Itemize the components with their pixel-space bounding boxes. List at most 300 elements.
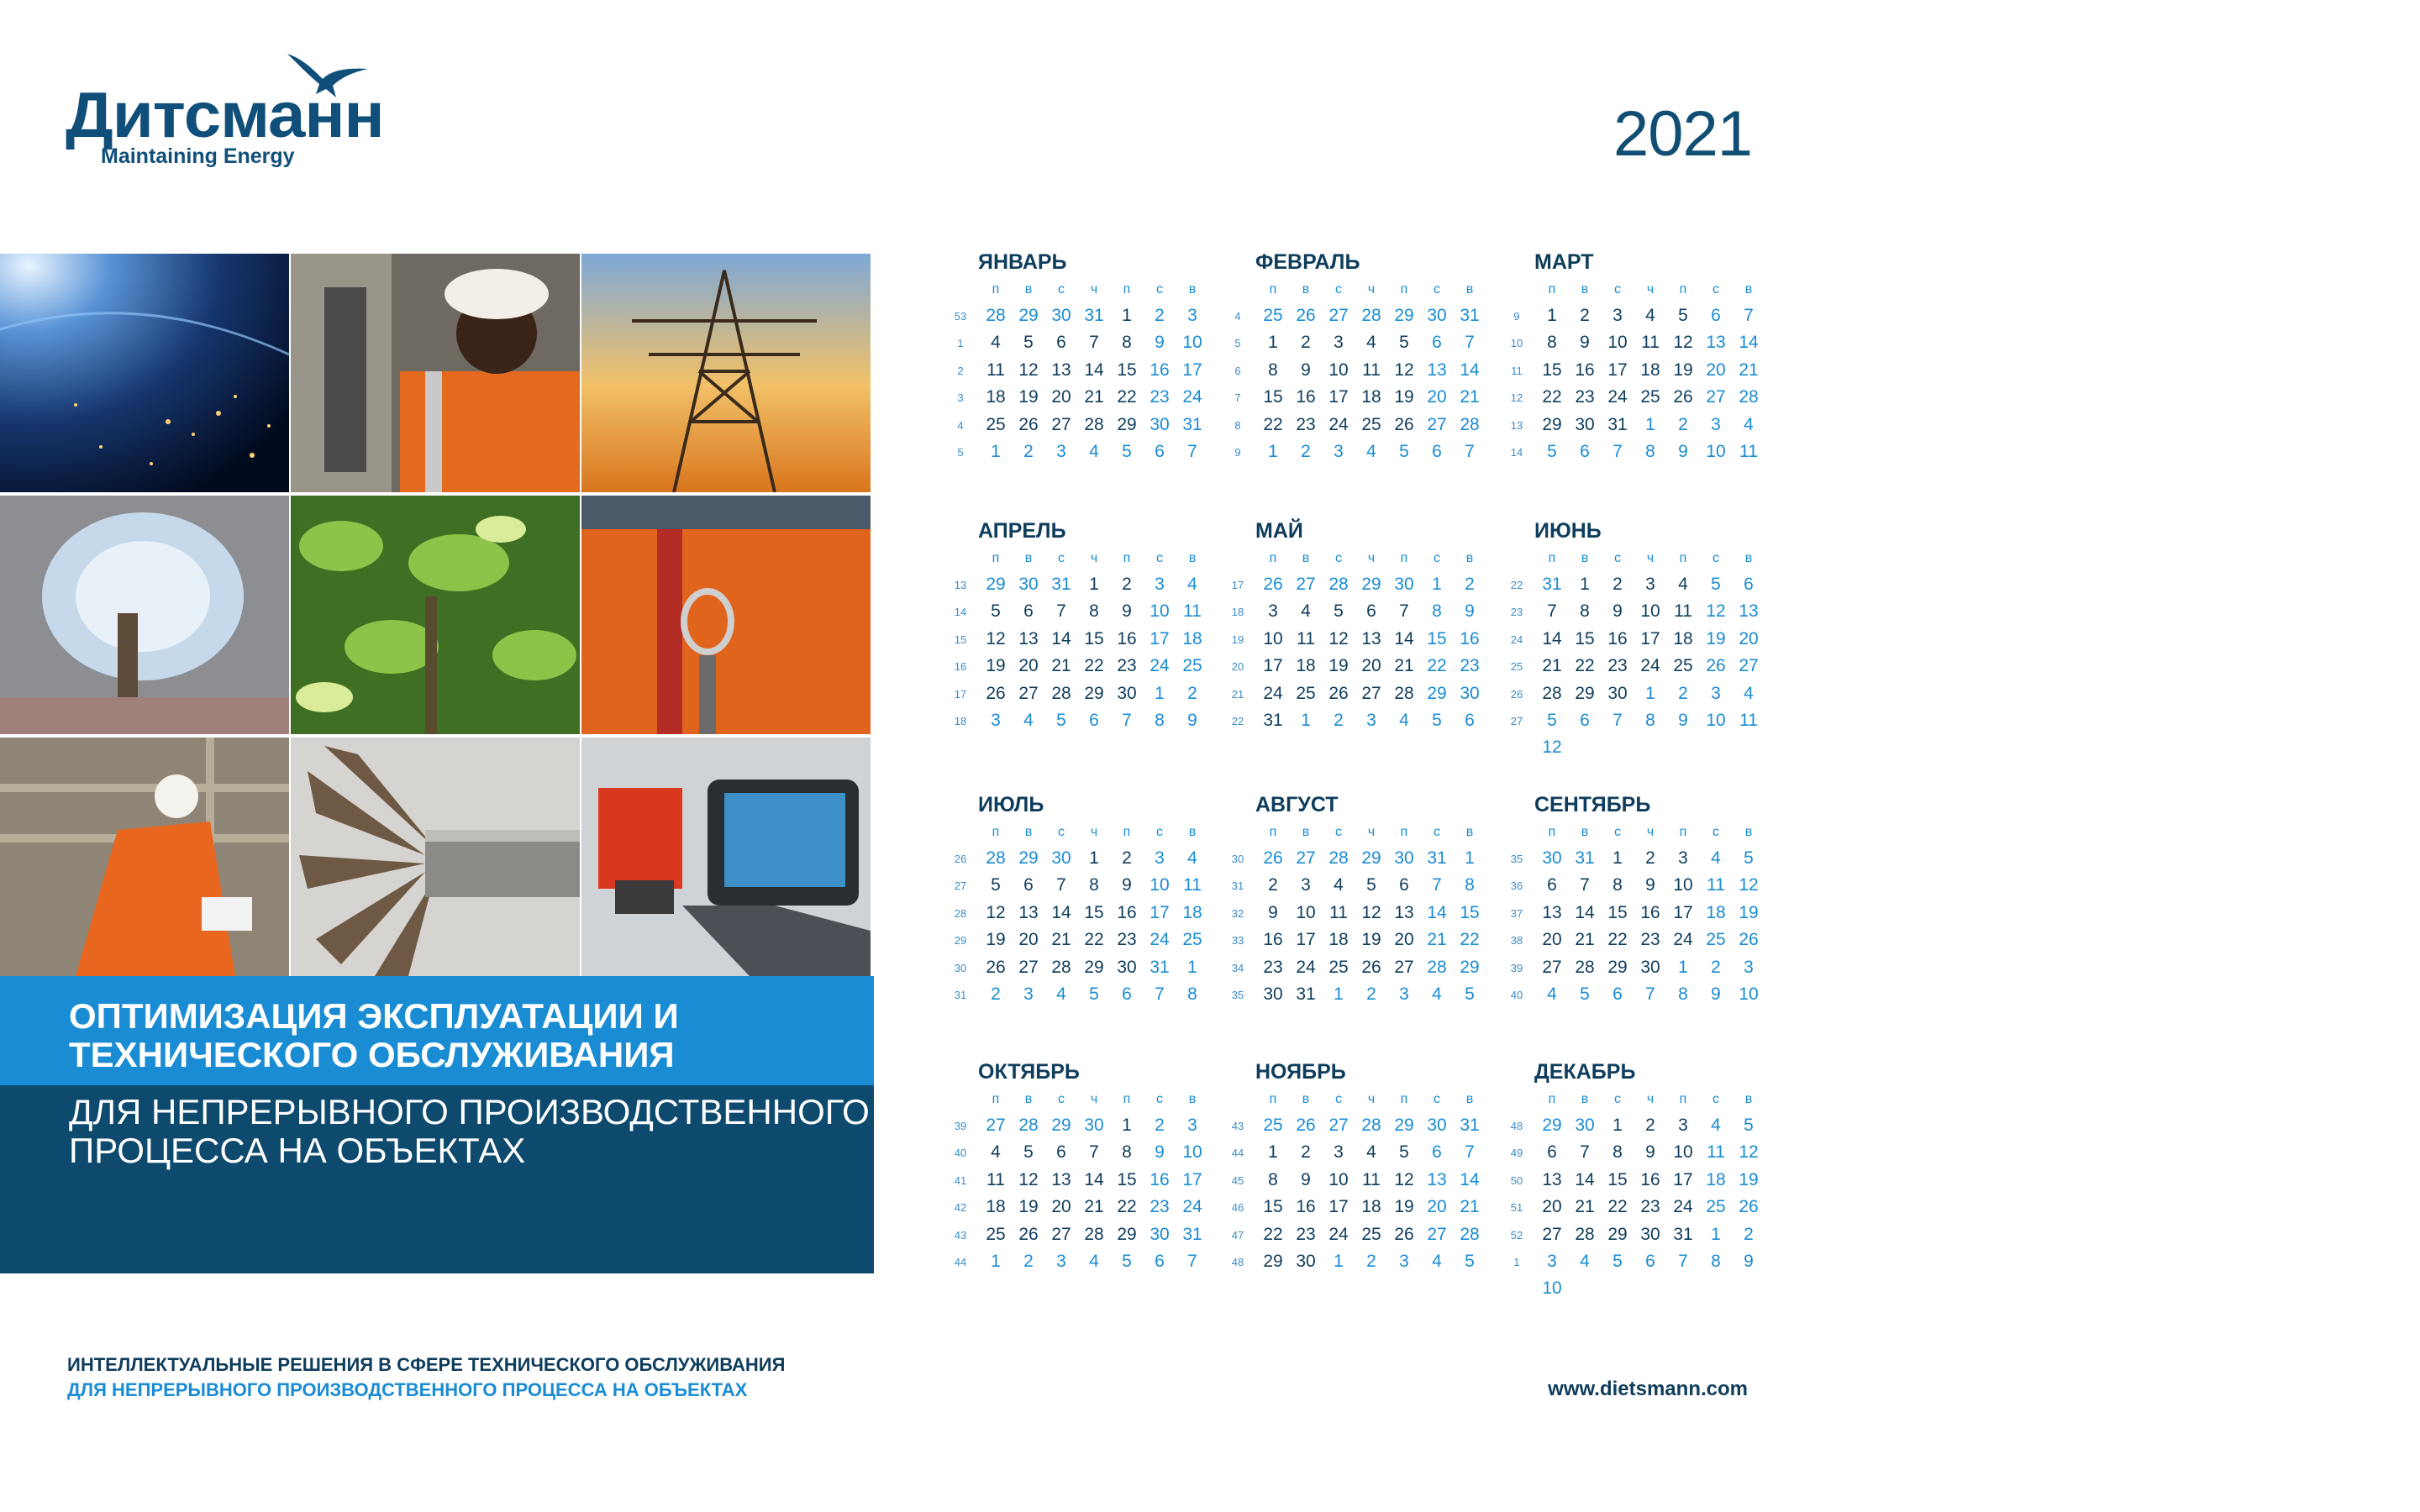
calendar-day-adjacent: 3 [1056, 1252, 1066, 1271]
calendar-day: 13 [1051, 360, 1071, 380]
week-number: 14 [1510, 446, 1523, 459]
calendar-day: 22 [1575, 656, 1595, 676]
weekday-label: в [1302, 282, 1310, 297]
calendar-day: 27 [1427, 414, 1447, 434]
weekday-label: с [1614, 551, 1621, 565]
calendar-day: 18 [1706, 1169, 1726, 1189]
calendar-day: 9 [1645, 1142, 1655, 1163]
calendar-day: 25 [1328, 957, 1349, 977]
calendar-day: 1 [1612, 848, 1623, 868]
week-number: 49 [1510, 1147, 1523, 1160]
calendar-day: 17 [1607, 360, 1628, 380]
calendar-day: 21 [1427, 930, 1447, 950]
calendar-day: 25 [1706, 1197, 1726, 1217]
calendar-day: 12 [986, 902, 1006, 922]
weekday-label: п [1123, 825, 1131, 839]
calendar-day: 16 [1640, 1169, 1660, 1189]
weekday-label: в [1188, 1092, 1197, 1106]
calendar-day: 24 [1263, 683, 1283, 703]
calendar-day: 11 [1362, 360, 1381, 380]
calendar-day: 28 [1051, 683, 1071, 703]
calendar-day: 14 [1084, 360, 1104, 380]
calendar-day: 2 [1645, 848, 1655, 868]
calendar-day-adjacent: 30 [1084, 1116, 1104, 1135]
weekday-label: ч [1367, 282, 1376, 297]
calendar-day: 19 [1739, 1169, 1759, 1189]
calendar-day-adjacent: 31 [1460, 306, 1480, 325]
calendar-day: 23 [1117, 656, 1137, 676]
calendar-day-adjacent: 5 [1465, 1252, 1475, 1271]
calendar-day: 28 [1575, 1224, 1595, 1244]
calendar-day: 11 [1183, 875, 1202, 895]
weekday-label: п [1679, 282, 1687, 297]
calendar-day: 15 [1263, 387, 1283, 407]
calendar-day: 20 [1542, 1197, 1562, 1217]
calendar-day: 4 [991, 1142, 1001, 1163]
week-number: 8 [1234, 418, 1241, 432]
calendar-day-adjacent: 28 [1018, 1116, 1039, 1135]
calendar-day: 23 [1575, 387, 1595, 407]
calendar-day-adjacent: 8 [1678, 984, 1688, 1004]
calendar-day: 26 [1361, 957, 1381, 977]
calendar-day-adjacent: 4 [1089, 442, 1099, 461]
calendar-day-adjacent: 26 [1296, 1116, 1316, 1135]
calendar-day: 29 [1607, 957, 1628, 977]
calendar-day: 22 [1084, 930, 1104, 950]
calendar-day: 13 [1706, 333, 1726, 353]
weekday-label: с [1335, 551, 1342, 565]
calendar-day-adjacent: 8 [1645, 442, 1655, 461]
weekday-label: с [1335, 825, 1342, 839]
weekday-label: ч [1090, 551, 1098, 565]
calendar-day: 26 [1018, 1224, 1039, 1244]
calendar-day-adjacent: 3 [1547, 1252, 1557, 1271]
calendar-day: 21 [1084, 1197, 1104, 1217]
calendar-day-adjacent: 6 [1612, 984, 1623, 1004]
weekday-label: п [1679, 551, 1687, 565]
calendar-day: 24 [1150, 656, 1170, 676]
calendar-day: 11 [1297, 628, 1315, 648]
weekday-label: в [1744, 282, 1753, 297]
calendar-day: 16 [1640, 902, 1660, 922]
calendar-day: 14 [1575, 1169, 1595, 1189]
calendar-day: 22 [1117, 387, 1137, 407]
calendar-day: 8 [1122, 1142, 1132, 1163]
week-number: 9 [1513, 310, 1520, 323]
calendar-day-adjacent: 3 [1399, 984, 1409, 1004]
calendar-day: 10 [1263, 628, 1283, 648]
weekday-label: в [1188, 825, 1197, 839]
calendar-day: 13 [1427, 360, 1447, 380]
weekday-label: с [1614, 1092, 1621, 1106]
calendar-day: 13 [1361, 628, 1381, 648]
calendar-day: 12 [1361, 902, 1381, 922]
calendar-day: 26 [1328, 683, 1349, 703]
calendar-day: 21 [1394, 656, 1414, 676]
calendar-day-adjacent: 7 [1155, 984, 1165, 1004]
calendar-day: 19 [1394, 387, 1414, 407]
week-number: 12 [1510, 391, 1523, 405]
week-number: 28 [954, 906, 967, 920]
week-number: 32 [1231, 906, 1244, 920]
month-name: АПРЕЛЬ [978, 519, 1066, 543]
weekday-label: с [1058, 551, 1065, 565]
calendar-day: 22 [1607, 930, 1628, 950]
calendar-day: 21 [1542, 656, 1562, 676]
earth-night-photo [0, 254, 289, 492]
calendar-day: 2 [1301, 1142, 1311, 1163]
week-number: 53 [954, 310, 967, 323]
calendar-day: 21 [1575, 1197, 1595, 1217]
calendar-day: 27 [1018, 683, 1039, 703]
calendar-day: 31 [1607, 414, 1628, 434]
calendar-day: 16 [1150, 360, 1170, 380]
calendar-day: 24 [1182, 1197, 1202, 1217]
calendar-day: 7 [1432, 875, 1442, 895]
calendar-day: 13 [1427, 1169, 1447, 1189]
calendar-day: 28 [1460, 1224, 1480, 1244]
calendar-day: 7 [1580, 1142, 1590, 1163]
month-8 [1227, 793, 1479, 1045]
worker-orange-suit-photo [0, 738, 289, 976]
weekday-label: в [1581, 551, 1589, 565]
weekday-label: в [1302, 551, 1310, 565]
calendar-day: 21 [1575, 930, 1595, 950]
week-number: 16 [954, 660, 967, 674]
calendar-day: 7 [1399, 601, 1409, 622]
website-link[interactable]: www.dietsmann.com [1548, 1378, 1748, 1400]
calendar-day: 27 [1361, 683, 1381, 703]
week-number: 1 [957, 337, 964, 350]
calendar-day: 16 [1150, 1169, 1170, 1189]
calendar-day: 22 [1084, 656, 1104, 676]
weekday-label: в [1188, 282, 1197, 297]
calendar-day: 2 [1155, 306, 1165, 325]
week-number: 14 [954, 606, 967, 619]
calendar-day: 23 [1607, 656, 1628, 676]
calendar-day: 3 [1155, 575, 1165, 594]
footer-slogan-line-1: ИНТЕЛЛЕКТУАЛЬНЫЕ РЕШЕНИЯ В СФЕРЕ ТЕХНИЧЕСКОГО ОБСЛУЖИВАНИЯ [67, 1354, 786, 1375]
calendar-day-adjacent: 7 [1187, 442, 1197, 461]
week-number: 2 [957, 364, 964, 377]
calendar-day-adjacent: 9 [1711, 984, 1721, 1004]
calendar-day: 7 [1547, 601, 1557, 622]
calendar-day: 14 [1051, 902, 1071, 922]
calendar-day: 8 [1432, 601, 1442, 622]
calendar-day: 31 [1296, 984, 1316, 1004]
month-10 [950, 1060, 1202, 1312]
week-number: 47 [1231, 1228, 1244, 1242]
weekday-label: ч [1090, 1092, 1098, 1106]
calendar-day: 21 [1051, 656, 1071, 676]
weekday-label: п [1548, 282, 1556, 297]
calendar-day: 2 [1645, 1116, 1655, 1135]
calendar-day: 1 [1465, 848, 1475, 868]
calendar-day-adjacent: 28 [986, 848, 1006, 868]
weekday-label: ч [1367, 551, 1376, 565]
calendar-day-adjacent: 2 [1301, 442, 1311, 461]
calendar-day: 2 [1301, 333, 1311, 353]
calendar-day: 26 [1018, 414, 1039, 434]
calendar-day-adjacent: 26 [1263, 575, 1283, 594]
calendar-day: 20 [1427, 387, 1447, 407]
calendar-day: 27 [1739, 656, 1759, 676]
calendar-day: 24 [1673, 1197, 1693, 1217]
calendar-day-adjacent: 6 [1580, 711, 1590, 730]
weekday-label: п [1548, 1092, 1556, 1106]
week-number: 35 [1510, 853, 1523, 865]
calendar-day: 26 [1394, 1224, 1414, 1244]
calendar-day-adjacent: 1 [1645, 414, 1655, 434]
week-number: 23 [1510, 606, 1523, 619]
weekday-label: в [1024, 282, 1033, 297]
calendar-day-adjacent: 6 [1089, 711, 1099, 730]
month-name: НОЯБРЬ [1255, 1060, 1346, 1084]
calendar-day: 22 [1263, 1224, 1283, 1244]
calendar-day: 11 [986, 360, 1005, 380]
calendar-day: 17 [1673, 902, 1693, 922]
calendar-day: 1 [1580, 575, 1590, 594]
calendar-day: 25 [1673, 656, 1693, 676]
calendar-day: 17 [1328, 387, 1349, 407]
calendar-day: 31 [1673, 1224, 1693, 1244]
calendar-day: 7 [1744, 306, 1754, 325]
calendar-day: 4 [1711, 848, 1721, 868]
weekday-label: в [1024, 551, 1033, 565]
calendar-day-adjacent: 27 [986, 1116, 1006, 1135]
calendar-day-adjacent: 5 [1399, 442, 1409, 461]
calendar-day-adjacent: 9 [1678, 442, 1688, 461]
week-number: 18 [954, 715, 967, 727]
week-number: 31 [954, 989, 967, 1001]
calendar-day: 10 [1328, 360, 1349, 380]
calendar-day: 16 [1296, 1197, 1316, 1217]
week-number: 3 [957, 391, 964, 405]
calendar-day: 19 [1328, 656, 1349, 676]
calendar-day: 29 [1084, 957, 1104, 977]
power-pylon-photo [581, 254, 871, 492]
calendar-day: 12 [1394, 360, 1414, 380]
week-number: 21 [1231, 687, 1244, 701]
calendar-day-adjacent: 9 [1678, 711, 1688, 730]
calendar-day: 17 [1296, 930, 1316, 950]
calendar-day: 17 [1673, 1169, 1693, 1189]
month-name: МАЙ [1255, 519, 1303, 543]
calendar-day: 4 [1187, 848, 1197, 868]
calendar-day: 6 [1744, 575, 1754, 594]
calendar-day: 8 [1612, 875, 1623, 895]
calendar-day: 19 [986, 656, 1006, 676]
calendar-day-adjacent: 9 [1187, 711, 1197, 730]
calendar-day: 9 [1155, 333, 1165, 353]
calendar-day-adjacent: 4 [1547, 984, 1557, 1004]
calendar-day-adjacent: 30 [1427, 1116, 1447, 1135]
calendar-day-adjacent: 10 [1706, 442, 1726, 461]
weekday-label: с [1058, 282, 1065, 297]
calendar-day-adjacent: 7 [1187, 1252, 1197, 1271]
calendar-day: 16 [1607, 628, 1628, 648]
week-number: 17 [1231, 579, 1244, 591]
calendar-day: 5 [1744, 848, 1754, 868]
month-name: ИЮЛЬ [978, 793, 1044, 816]
weekday-label: в [1744, 825, 1753, 839]
calendar-day-adjacent: 27 [1296, 848, 1316, 868]
weekday-label: п [1679, 825, 1687, 839]
week-number: 52 [1510, 1228, 1523, 1242]
week-number: 39 [1510, 961, 1523, 974]
calendar-day: 13 [1018, 902, 1039, 922]
calendar-day: 29 [1460, 957, 1480, 977]
engineer-helmet-photo [291, 254, 580, 492]
calendar-day: 4 [991, 333, 1001, 353]
calendar-day-adjacent: 30 [1051, 306, 1071, 325]
weekday-label: в [1302, 825, 1310, 839]
calendar-day: 15 [1084, 902, 1104, 922]
calendar-day-adjacent: 2 [1744, 1224, 1754, 1244]
calendar-day: 30 [1296, 1252, 1316, 1271]
week-number: 44 [1231, 1147, 1244, 1160]
calendar-day-adjacent: 1 [1678, 957, 1688, 977]
calendar-day-adjacent: 11 [1739, 442, 1758, 461]
calendar-day: 11 [1329, 902, 1348, 922]
week-number: 18 [1231, 606, 1244, 619]
calendar-day: 4 [1187, 575, 1197, 594]
calendar-day-adjacent: 10 [1739, 984, 1759, 1004]
calendar-day: 4 [1711, 1116, 1721, 1135]
calendar-day: 12 [1739, 875, 1759, 895]
calendar-day-adjacent: 7 [1678, 1252, 1688, 1271]
calendar-day: 12 [1706, 601, 1726, 622]
weekday-label: п [992, 1092, 1000, 1106]
calendar-day: 14 [1542, 628, 1562, 648]
calendar-day: 3 [1678, 848, 1688, 868]
calendar-day: 16 [1263, 930, 1283, 950]
calendar-day-adjacent: 3 [1399, 1252, 1409, 1271]
calendar-day: 30 [1150, 414, 1170, 434]
calendar-day: 25 [986, 1224, 1006, 1244]
calendar-day: 6 [1547, 1142, 1557, 1163]
safety-harness-photo [581, 496, 871, 734]
week-number: 48 [1510, 1120, 1523, 1132]
calendar-day: 5 [1366, 875, 1376, 895]
calendar-day-adjacent: 11 [1739, 711, 1758, 730]
calendar-day: 3 [1155, 848, 1165, 868]
calendar-day: 15 [1460, 902, 1480, 922]
calendar-day: 11 [1362, 1169, 1381, 1189]
calendar-day: 30 [1640, 957, 1660, 977]
calendar-day-adjacent: 27 [1296, 575, 1316, 594]
calendar-day: 7 [1089, 1142, 1099, 1163]
calendar-day-adjacent: 4 [1056, 984, 1066, 1004]
calendar-day: 22 [1263, 414, 1283, 434]
calendar-day: 30 [1640, 1224, 1660, 1244]
calendar-day-adjacent: 4 [1089, 1252, 1099, 1271]
calendar-day: 15 [1607, 1169, 1628, 1189]
weekday-label: п [992, 551, 1000, 565]
calendar-day-adjacent: 29 [1051, 1116, 1071, 1135]
calendar-day-adjacent: 3 [1056, 442, 1066, 461]
weekday-label: в [1744, 1092, 1753, 1106]
calendar-day: 6 [1432, 1142, 1442, 1163]
calendar-day: 2 [1122, 575, 1132, 594]
calendar-day: 8 [1612, 1142, 1623, 1163]
calendar-day: 7 [1089, 333, 1099, 353]
calendar-day: 8 [1465, 875, 1475, 895]
calendar-day: 27 [1394, 957, 1414, 977]
calendar-day: 19 [1706, 628, 1726, 648]
month-1 [950, 250, 1202, 502]
weekday-label: ч [1646, 282, 1655, 297]
calendar-day-adjacent: 27 [1328, 1116, 1349, 1135]
calendar-day-adjacent: 5 [1089, 984, 1099, 1004]
weekday-label: с [1434, 1092, 1440, 1106]
calendar-day: 4 [1366, 333, 1376, 353]
calendar-day-adjacent: 5 [1122, 442, 1132, 461]
calendar-day: 4 [1366, 1142, 1376, 1163]
calendar-day: 14 [1394, 628, 1414, 648]
calendar-day-adjacent: 6 [1155, 1252, 1165, 1271]
month-name: СЕНТЯБРЬ [1534, 793, 1651, 816]
calendar-day: 19 [1361, 930, 1381, 950]
banner-title-line-1: ОПТИМИЗАЦИЯ ЭКСПЛУАТАЦИИ И [69, 996, 679, 1036]
calendar-day: 23 [1640, 1197, 1660, 1217]
calendar-day: 25 [1182, 656, 1202, 676]
calendar-day: 5 [1334, 601, 1344, 622]
calendar-day-adjacent: 7 [1465, 442, 1475, 461]
calendar-day: 25 [1182, 930, 1202, 950]
calendar-day: 22 [1607, 1197, 1628, 1217]
calendar-day-adjacent: 6 [1432, 442, 1442, 461]
week-number: 4 [957, 418, 964, 432]
calendar-day: 13 [1542, 902, 1562, 922]
calendar-day-adjacent: 1 [991, 1252, 1001, 1271]
calendar-day: 10 [1673, 875, 1693, 895]
calendar-day-adjacent: 5 [1122, 1252, 1132, 1271]
month-4 [950, 519, 1202, 771]
calendar-day: 13 [1739, 601, 1759, 622]
calendar-day: 28 [1051, 957, 1071, 977]
calendar-day: 7 [1056, 601, 1066, 622]
month-6 [1506, 519, 1758, 771]
calendar-day: 10 [1673, 1142, 1693, 1163]
calendar-day-adjacent: 10 [1542, 1278, 1562, 1299]
calendar-day-adjacent: 3 [991, 711, 1001, 730]
calendar-day: 18 [1706, 902, 1726, 922]
calendar-day: 26 [986, 957, 1006, 977]
calendar-day: 12 [1739, 1142, 1759, 1163]
week-number: 27 [954, 879, 967, 893]
calendar-day-adjacent: 7 [1122, 711, 1132, 730]
week-number: 43 [954, 1228, 967, 1242]
calendar-day: 8 [1089, 601, 1099, 622]
month-11 [1227, 1060, 1479, 1312]
calendar-day-adjacent: 1 [1155, 683, 1165, 703]
calendar-day: 16 [1575, 360, 1595, 380]
calendar-day: 21 [1460, 1197, 1480, 1217]
calendar-day-adjacent: 29 [1018, 306, 1039, 325]
calendar-day: 19 [1394, 1197, 1414, 1217]
calendar-day: 3 [1645, 575, 1655, 594]
month-name: ОКТЯБРЬ [978, 1060, 1080, 1084]
calendar-day: 14 [1460, 1169, 1480, 1189]
calendar-day: 26 [1706, 656, 1726, 676]
weekday-label: ч [1367, 1092, 1376, 1106]
calendar-day-adjacent: 5 [1432, 711, 1442, 730]
calendar-year: 2021 [1613, 98, 1753, 170]
week-number: 19 [1231, 633, 1244, 646]
calendar-day: 24 [1296, 957, 1316, 977]
calendar-day-adjacent: 1 [1268, 442, 1278, 461]
